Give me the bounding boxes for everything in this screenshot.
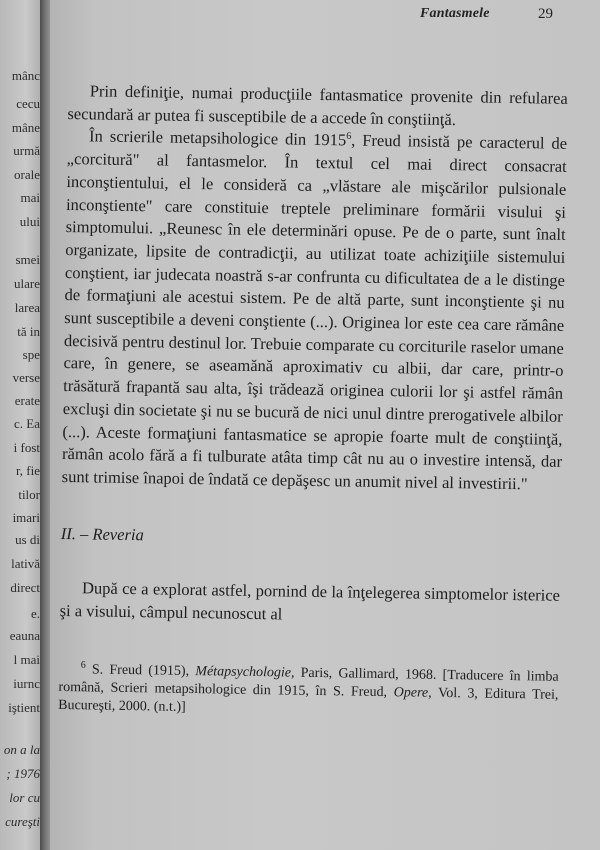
- previous-page-fragment: mâne: [11, 120, 40, 135]
- previous-page-fragment: imari: [12, 510, 40, 525]
- paragraph-1: Prin definiţie, numai producţiile fantasmatice provenite din refularea secundară ar putea fi susceptibile de a accede în conştiinţă.: [67, 81, 568, 129]
- footnote-works-title: Opere: [393, 684, 429, 701]
- previous-page-fragment: smei: [15, 252, 40, 267]
- previous-page-fragment: c. Ea: [14, 416, 40, 431]
- paragraph-2-rest: , Freud insistă pe caracterul de „corcitură" al fantasmelor. În textul cel mai direct consacrat inconştientului, el le consideră ca „vlăstare ale mişcărilor pulsionale inconştiente" care constituie treptele preliminare formării visului şi simptomului. „Reunesc în ele determinări opuse. Pe de o parte, sunt înalt organizate, lipsite de contradicţii, au utilizat toate achiziţiile sistemului conştient, iar judecata noastră s-ar confrunta cu dificultatea de a le distinge de formaţiuni ale acestui sistem. Pe de altă parte, sunt inconştiente şi nu sunt susceptibile a deveni conştiente (...). Originea lor este cea care rămâne decisivă pentru destinul lor. Trebuie comparate cu corciturile raselor umane care, în genere, se aseamănă aproximativ cu albii, dar care, printr-o trăsătură frapantă sau alta, îşi trădează originea culorii lor şi astfel rămân excluşi din societate şi nu se bucură de nici unul dintre prerogativele albilor (...). Aceste formaţiuni fantasmatice se apropie foarte mult de conştiinţă, rămân acolo fără a fi tulburate atâta timp cât nu au o investire intensă, dar sunt trimise înapoi de îndată ce depăşesc un anumit nivel al investirii.": [61, 130, 568, 494]
- previous-page-fragment: iurnc: [13, 676, 40, 691]
- previous-page-fragment: mânc: [11, 68, 40, 83]
- previous-page-fragment: i fost: [13, 440, 40, 455]
- previous-page-fragment: e.: [30, 606, 40, 621]
- section-title: II. – Reveria: [60, 523, 144, 544]
- previous-page-fragment: lor cu: [9, 790, 40, 805]
- previous-page-fragment: r, fie: [15, 463, 40, 478]
- running-title: Fantasmele: [420, 6, 490, 21]
- footnote-book-title: Métapsychologie: [195, 663, 292, 681]
- previous-page-fragment: iştient: [8, 700, 40, 715]
- previous-page-fragment: ului: [19, 214, 40, 229]
- paragraph-2: [62, 125, 568, 496]
- previous-page-fragment: tă in: [17, 324, 40, 339]
- footnote-number: 6: [80, 659, 86, 671]
- previous-page-fragment: orale: [14, 167, 40, 182]
- footnote-text-1: S. Freud (1915),: [85, 662, 196, 679]
- previous-page-fragment: ; 1976: [6, 766, 40, 781]
- footnote-text-3: , Vol. 3, Editura Trei, Bucureşti, 2000. (n.t.)]: [58, 685, 559, 715]
- footnote: [58, 661, 559, 723]
- previous-page-fragment: eauna: [9, 628, 40, 643]
- paragraph-2-start: În scrierile metapsihologice din 1915: [88, 126, 347, 150]
- previous-page-fragment: verse: [12, 370, 40, 385]
- previous-page-fragment: cureşti: [5, 814, 40, 829]
- previous-page-fragment: us di: [15, 532, 40, 547]
- page-header: [420, 6, 590, 22]
- page-body: [58, 80, 568, 723]
- previous-page-fragment: spe: [22, 347, 40, 362]
- previous-page-fragment: larea: [14, 300, 40, 315]
- previous-page-fragment: cecu: [16, 96, 40, 111]
- previous-page-fragment: on a la: [3, 742, 40, 757]
- previous-page-fragment: urmă: [13, 143, 40, 158]
- footnote-text-2: , Paris, Gallimard, 1968. [Traducere în limba română, Scrieri metapsihologice din 1915, în S. Freud,: [58, 665, 559, 700]
- previous-page-fragment: erate: [14, 393, 40, 408]
- previous-page-fragment: tilor: [18, 487, 40, 502]
- section-paragraph: După ce a explorat astfel, pornind de la înţelegerea simptomelor isterice şi a visului, câmpul necunoscut al: [59, 578, 561, 624]
- footnote-ref: 6: [346, 131, 352, 143]
- previous-page-fragment: lativă: [11, 556, 40, 571]
- previous-page-edge: [0, 0, 44, 850]
- page-number: 29: [538, 6, 553, 22]
- previous-page-fragment: l mai: [13, 652, 40, 667]
- book-page: [50, 0, 600, 850]
- previous-page-fragment: direct: [10, 580, 40, 595]
- previous-page-fragment: mai: [20, 190, 40, 205]
- previous-page-fragment: ulare: [14, 276, 40, 291]
